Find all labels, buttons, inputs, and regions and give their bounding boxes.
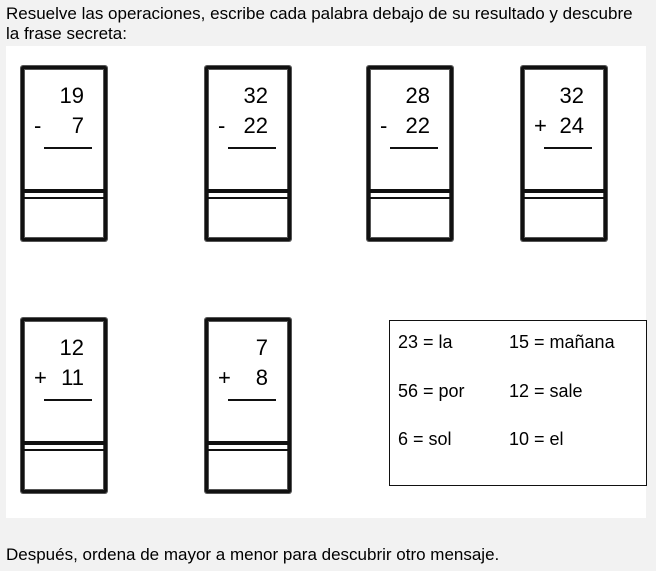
operator: - <box>380 113 388 138</box>
operation-card-1 <box>21 66 107 241</box>
operator: + <box>34 365 47 390</box>
worksheet <box>6 46 646 518</box>
sum-line <box>390 147 438 149</box>
legend-item: 6 = sol <box>398 429 452 449</box>
answer-box[interactable] <box>524 197 604 238</box>
top-number: 7 <box>255 335 268 360</box>
bottom-number: 11 <box>61 365 84 390</box>
operation-area <box>24 321 104 445</box>
sum-line <box>544 147 592 149</box>
sum-line <box>44 399 92 401</box>
operation-area <box>208 69 288 193</box>
bottom-number: 8 <box>255 365 268 390</box>
top-number: 12 <box>59 335 84 360</box>
bottom-number: 24 <box>559 113 584 138</box>
answer-box[interactable] <box>208 197 288 238</box>
operator: + <box>218 365 231 390</box>
operator: - <box>218 113 226 138</box>
top-number: 28 <box>405 83 430 108</box>
top-number: 32 <box>559 83 584 108</box>
operation-card-4 <box>521 66 607 241</box>
operation-area <box>524 69 604 193</box>
operation-card-5 <box>21 318 107 493</box>
top-number: 19 <box>59 83 84 108</box>
answer-box[interactable] <box>24 449 104 490</box>
sum-line <box>44 147 92 149</box>
bottom-number: 22 <box>405 113 430 138</box>
sum-line <box>228 147 276 149</box>
top-number: 32 <box>243 83 268 108</box>
legend-item: 56 = por <box>398 381 465 401</box>
operator: + <box>534 113 547 138</box>
operation-area <box>370 69 450 193</box>
bottom-number: 7 <box>71 113 84 138</box>
bottom-number: 22 <box>243 113 268 138</box>
answer-box[interactable] <box>24 197 104 238</box>
operation-area <box>208 321 288 445</box>
legend-item: 15 = mañana <box>509 332 615 352</box>
footer-instructions: Después, ordena de mayor a menor para descubrir otro mensaje. <box>6 545 500 564</box>
legend-item: 10 = el <box>509 429 564 449</box>
operator: - <box>34 113 42 138</box>
answer-box[interactable] <box>208 449 288 490</box>
legend-item: 23 = la <box>398 332 453 352</box>
operation-card-2 <box>205 66 291 241</box>
operation-card-6 <box>205 318 291 493</box>
operation-area <box>24 69 104 193</box>
sum-line <box>228 399 276 401</box>
answer-box[interactable] <box>370 197 450 238</box>
word-key-legend <box>389 320 647 486</box>
operation-card-3 <box>367 66 453 241</box>
legend-item: 12 = sale <box>509 381 583 401</box>
instructions-text: Resuelve las operaciones, escribe cada palabra debajo de su resultado y descubre la frase secreta: <box>6 4 633 43</box>
